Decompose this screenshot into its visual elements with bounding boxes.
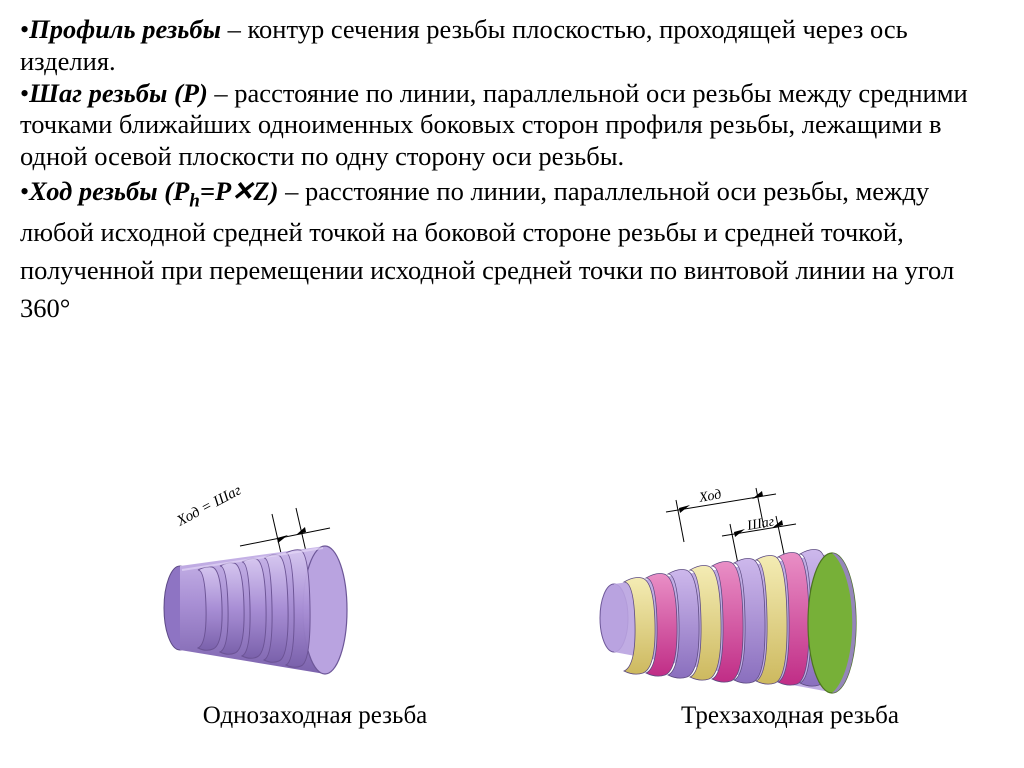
definition-pitch: – расстояние по линии, параллельной оси резьбы между средними точками ближайших одноименных боковых сторон профиля резьбы, лежащими в одной осевой плоскости по одну сторону оси резьбы. (20, 77, 968, 172)
figures-row (0, 478, 1024, 768)
paragraph-pitch (20, 78, 1004, 173)
term-lead-pre: Ход резьбы (P (29, 175, 190, 206)
paragraph-lead (20, 173, 1004, 327)
dimension-label-lead: Ход (698, 487, 723, 506)
bullet-icon: • (20, 78, 30, 108)
bullet-icon: • (20, 15, 30, 44)
caption-single-start: Однозаходная резьба (202, 702, 428, 729)
slide-body-text (20, 14, 1004, 327)
term-lead-subscript: h (189, 190, 200, 212)
screw-body-left (164, 546, 347, 674)
paragraph-profile (20, 14, 1004, 78)
screw-body-right (600, 550, 856, 694)
figure-triple-start (580, 478, 1000, 729)
single-start-screw-drawing (120, 478, 510, 708)
definition-profile: – контур сечения резьбы плоскостью, проходящей через ось изделия. (20, 14, 908, 76)
term-profile: Профиль резьбы (29, 14, 221, 44)
caption-triple-start: Трехзаходная резьба (681, 702, 899, 729)
term-pitch: Шаг резьбы (Р) (29, 77, 208, 108)
bullet-icon: • (20, 176, 30, 206)
dimension-annotation-right (666, 487, 796, 564)
triple-start-screw-drawing (580, 478, 1000, 708)
figure-single-start (120, 478, 510, 729)
term-lead-post: =P✕Z) (199, 175, 279, 206)
dimension-label-pitch: Шаг (746, 514, 776, 534)
definition-lead: – расстояние по линии, параллельной оси резьбы, между любой исходной средней точкой на боковой стороне резьбы и средней точкой, полученной при перемещении исходной средней точки по винтовой линии на угол 360° (20, 175, 955, 323)
dimension-label-left: Ход = Шаг (174, 482, 245, 530)
